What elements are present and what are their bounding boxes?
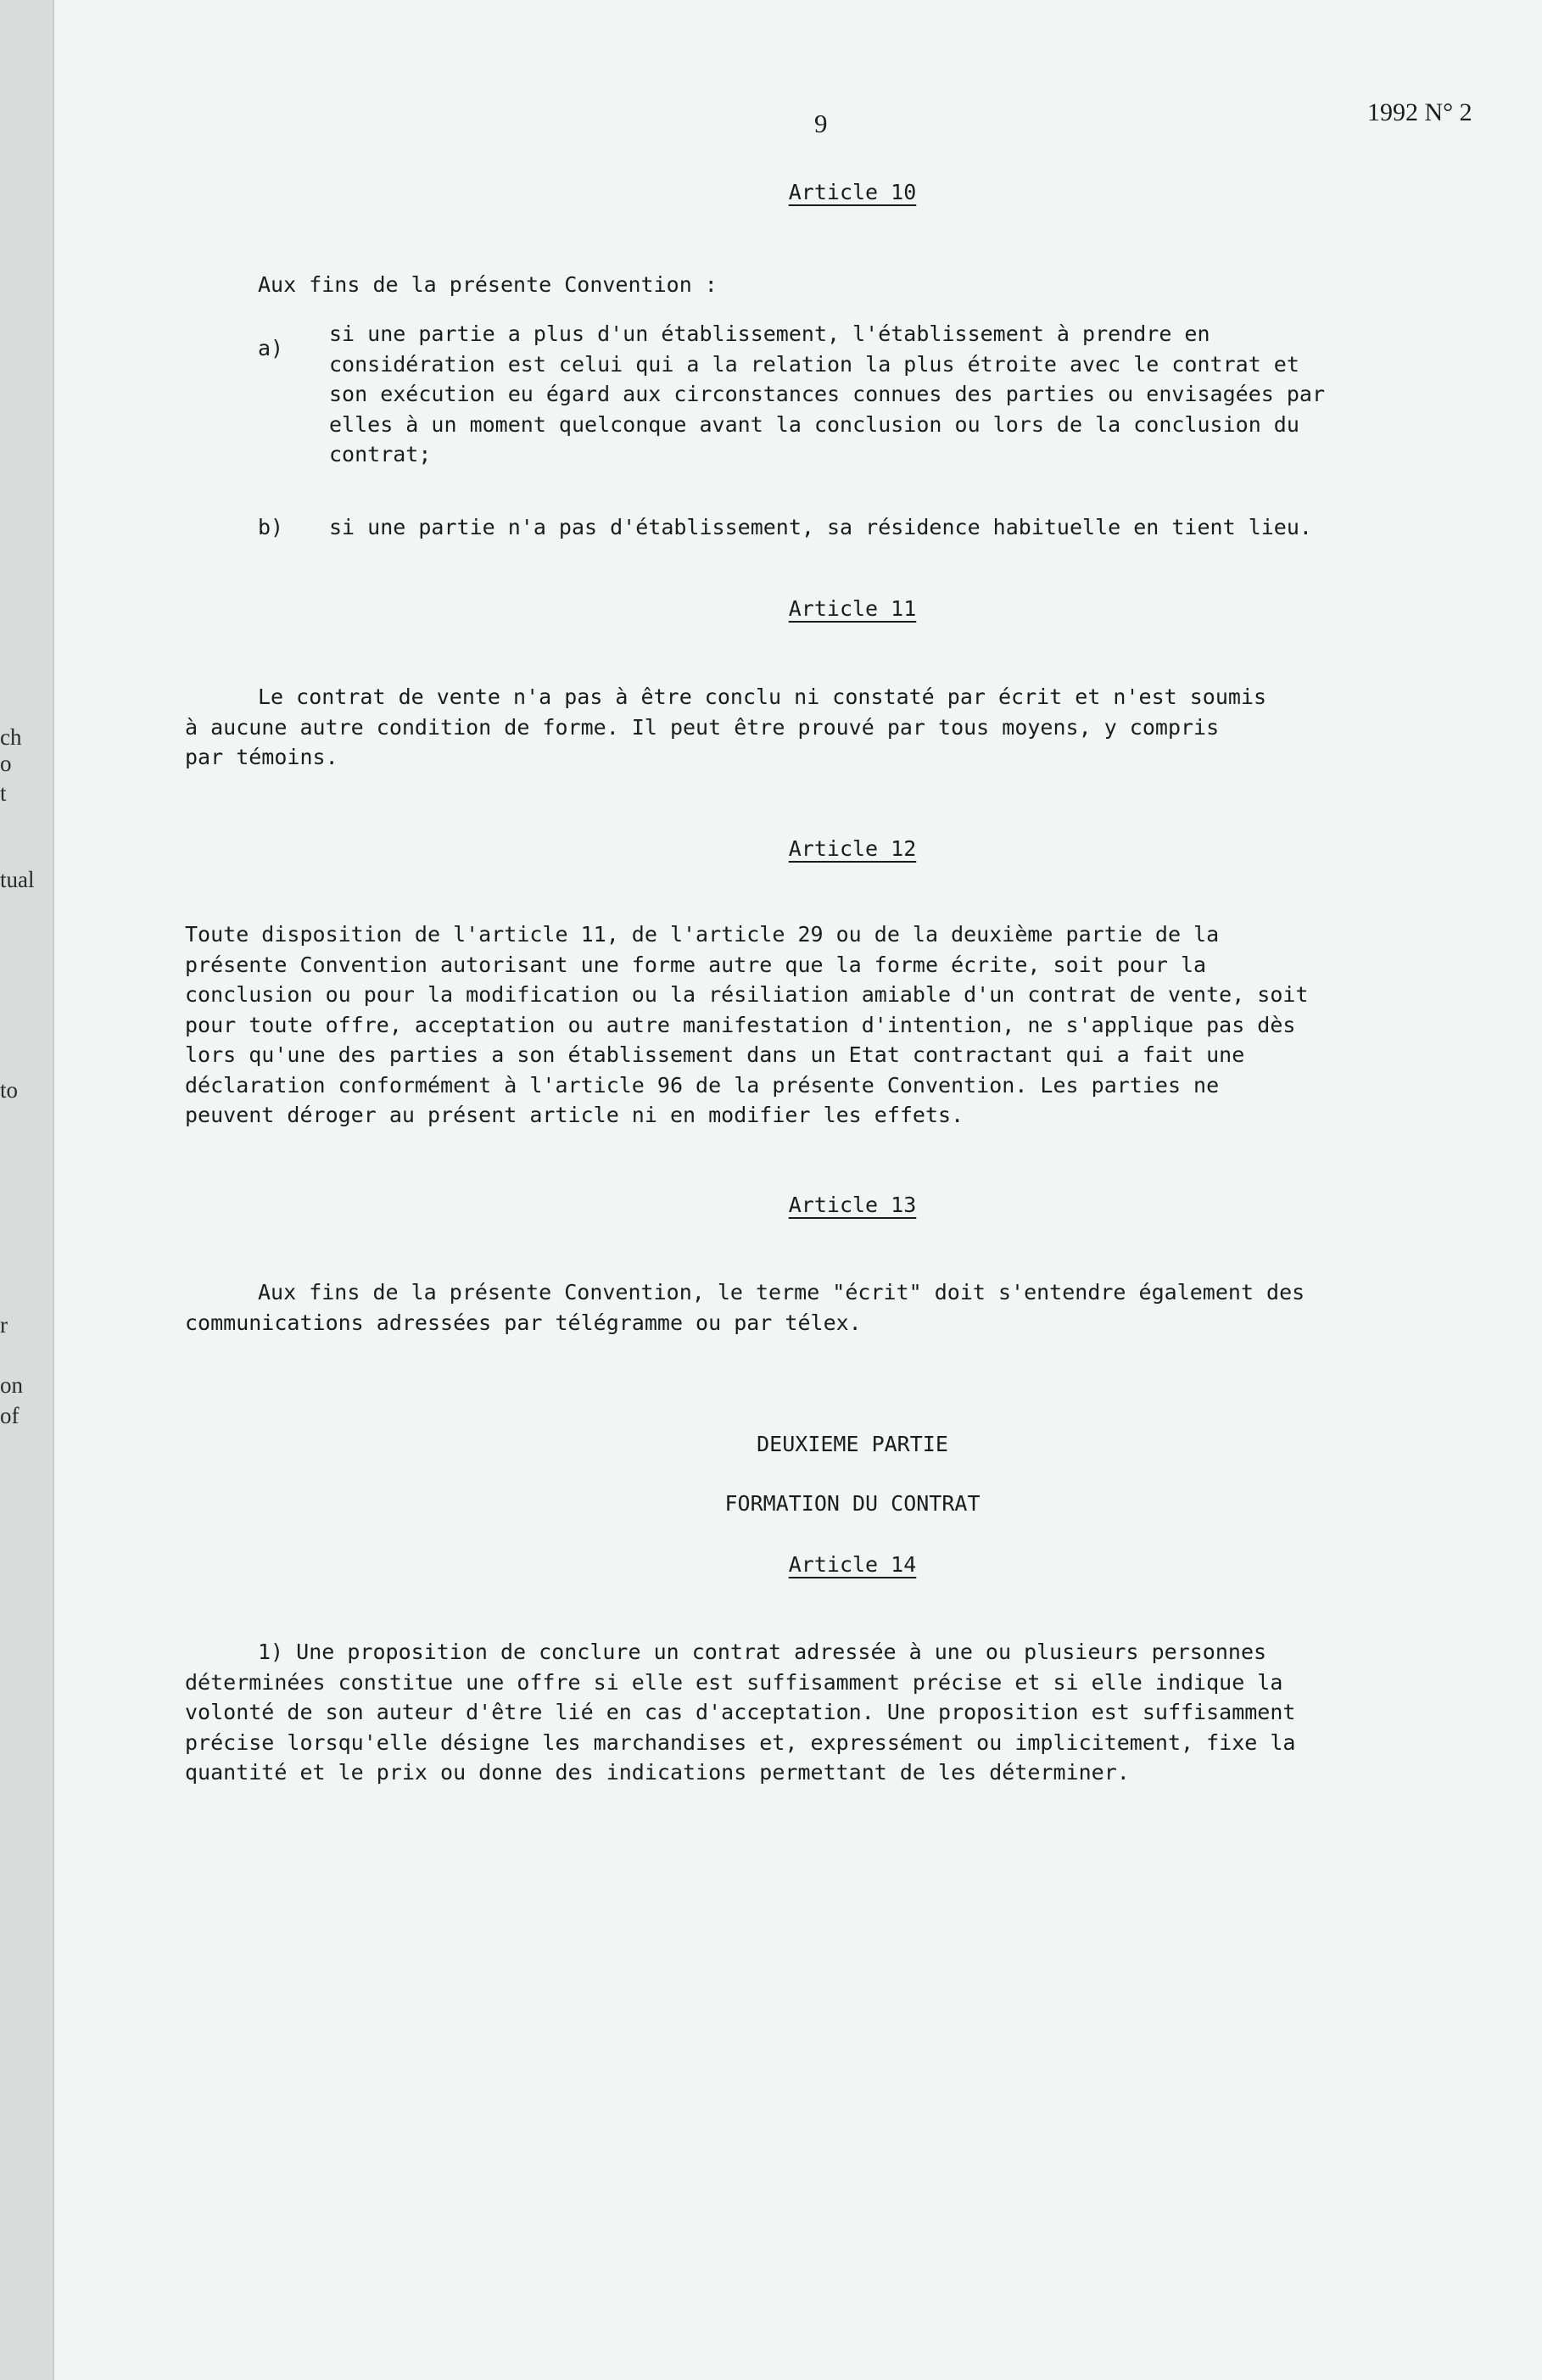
margin-bleed-text: of [0,1403,20,1428]
article-14-heading: Article 14 [788,1552,917,1577]
article-14-body [185,1637,1295,1788]
item-a-label: a) [258,336,284,360]
article-13-heading: Article 13 [788,1193,917,1217]
margin-bleed-text: tual [0,867,35,892]
document-reference: 1992 N° 2 [1367,98,1472,126]
text-line: à aucune autre condition de forme. Il peut être prouvé par tous moyens, y compris [185,714,1220,740]
text-line: précise lorsqu'elle désigne les marchandises et, expressément ou implicitement, fixe la [185,1729,1296,1755]
text-line: peuvent déroger au présent article ni en modifier les effets. [185,1103,964,1127]
margin-bleed-text: on [0,1372,23,1398]
text-line: déterminées constitue une offre si elle est suffisamment précise et si elle indique la [185,1669,1283,1695]
text-line: considération est celui qui a la relation la plus étroite avec le contrat et [329,351,1299,377]
margin-bleed-text: to [0,1077,19,1103]
text-line: Aux fins de la présente Convention, le terme "écrit" doit s'entendre également des [258,1280,1305,1305]
text-line: si une partie a plus d'un établissement, l'établissement à prendre en [329,321,1210,346]
text-line: elles à un moment quelconque avant la conclusion ou lors de la conclusion du [329,411,1299,437]
part-heading: DEUXIEME PARTIE [757,1432,948,1456]
text-line: volonté de son auteur d'être lié en cas d'acceptation. Une proposition est suffisamment [185,1700,1296,1724]
article-13-body [185,1277,1305,1338]
article-10-item-a [329,319,1325,470]
margin-bleed-text: t [0,780,7,806]
text-line: quantité et le prix ou donne des indications permettant de les déterminer. [185,1760,1130,1785]
text-line: pour toute offre, acceptation ou autre manifestation d'intention, ne s'applique pas dès [185,1012,1296,1037]
text-line: Le contrat de vente n'a pas à être conclu ni constaté par écrit et n'est soumis [258,684,1267,709]
text-line: 1) Une proposition de conclure un contrat adressée à une ou plusieurs personnes [258,1640,1267,1664]
text-line: par témoins. [185,745,338,769]
article-12-body [185,919,1309,1131]
adjacent-page-strip [0,0,54,2380]
text-line: contrat; [329,442,432,467]
part-subheading: FORMATION DU CONTRAT [724,1491,981,1516]
text-line: présente Convention autorisant une forme autre que la forme écrite, soit pour la [185,952,1207,977]
article-11-body [185,682,1266,773]
text-line: déclaration conformément à l'article 96 de la présente Convention. Les parties ne [185,1072,1220,1098]
text-line: conclusion ou pour la modification ou la résiliation amiable d'un contrat de vente, soit [185,982,1309,1007]
text-line: Toute disposition de l'article 11, de l'article 29 ou de la deuxième partie de la [185,922,1220,947]
article-10-intro: Aux fins de la présente Convention : [258,272,718,297]
article-11-heading: Article 11 [788,596,917,621]
text-line: son exécution eu égard aux circonstances connues des parties ou envisagées par [329,382,1325,406]
margin-bleed-text: o [0,751,12,776]
article-10-heading: Article 10 [788,180,917,204]
article-10-item-b: si une partie n'a pas d'établissement, sa résidence habituelle en tient lieu. [329,515,1312,539]
margin-bleed-text: ch [0,724,22,750]
text-line: lors qu'une des parties a son établissement dans un Etat contractant qui a fait une [185,1042,1245,1067]
margin-bleed-text: r [0,1312,8,1338]
page-number: 9 [814,109,828,138]
article-12-heading: Article 12 [788,836,917,861]
text-line: communications adressées par télégramme ou par télex. [185,1310,862,1335]
item-b-label: b) [258,515,284,539]
